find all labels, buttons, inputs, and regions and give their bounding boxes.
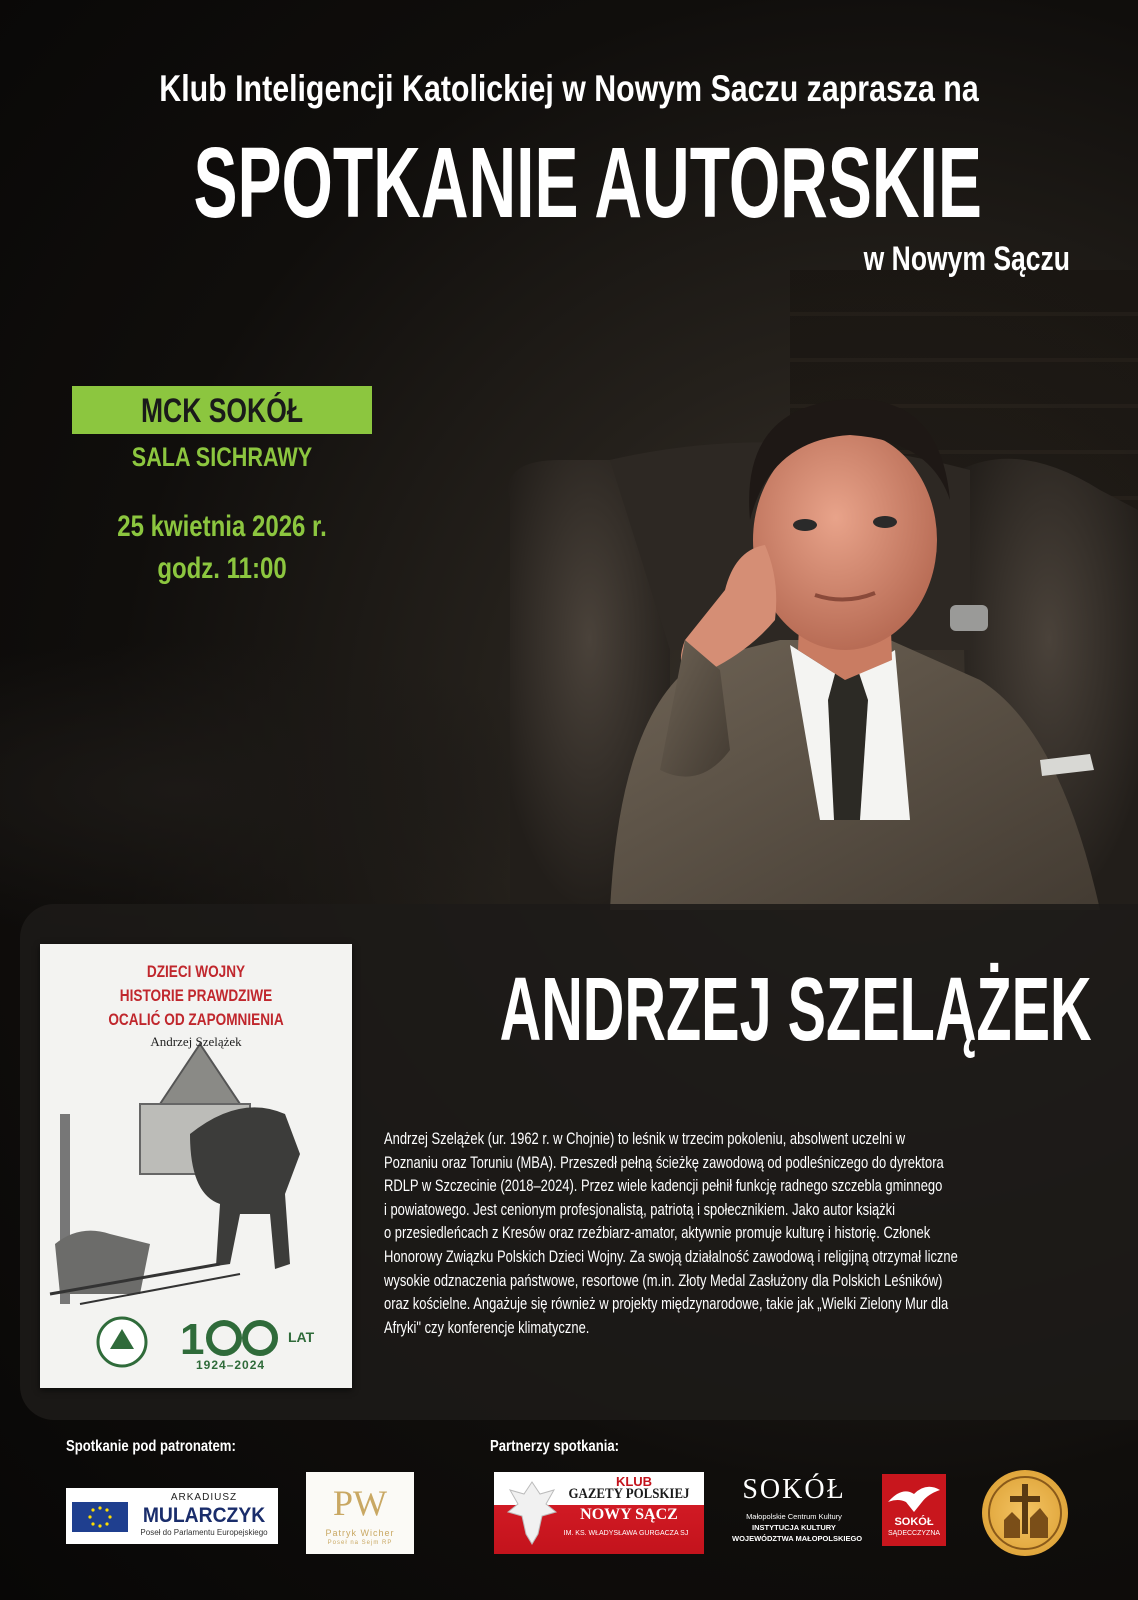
svg-text:1: 1 bbox=[180, 1315, 205, 1364]
mularczyk-logo bbox=[66, 1488, 278, 1544]
invite-line: Klub Inteligencji Katolickiej w Nowym Saczu zaprasza na bbox=[159, 68, 979, 109]
bio-line: wysokie odznaczenia państwowe, resortowe (m.in. Złoty Medal Zasłużony dla Polskich Leśników) bbox=[384, 1271, 943, 1290]
partners-label: Partnerzy spotkania: bbox=[490, 1438, 620, 1455]
poster-headline: SPOTKANIE AUTORSKIE bbox=[193, 127, 982, 239]
bio-line: o przesiedleńcach z Kresów oraz rzeźbiarz-amator, aktywnie promuje kulturę i historię. Członek bbox=[384, 1224, 931, 1243]
sokol-line-1: Małopolskie Centrum Kultury bbox=[746, 1512, 842, 1521]
eu-flag-icon bbox=[72, 1502, 128, 1532]
sadecczyzna-name: SOKÓŁ bbox=[894, 1516, 934, 1528]
wicher-monogram: PW bbox=[333, 1483, 387, 1523]
bio-line: Afryki" czy konferencje klimatyczne. bbox=[384, 1318, 590, 1337]
book-title-line-2: HISTORIE PRAWDZIWE bbox=[119, 986, 273, 1005]
mularczyk-role: Poseł do Parlamentu Europejskiego bbox=[140, 1528, 268, 1537]
author-portrait bbox=[500, 350, 1138, 910]
event-date: 25 kwietnia 2026 r. bbox=[117, 510, 327, 543]
sokol-wordmark: SOKÓŁ bbox=[742, 1474, 846, 1505]
wicher-logo bbox=[306, 1472, 414, 1554]
gazeta-polska-logo bbox=[494, 1472, 704, 1554]
venue-name: MCK SOKÓŁ bbox=[140, 392, 304, 430]
sokol-line-2: INSTYTUCJA KULTURY bbox=[752, 1523, 836, 1532]
sokol-sadecczyzna-logo bbox=[882, 1474, 946, 1546]
event-time: godz. 11:00 bbox=[157, 552, 287, 585]
author-name: ANDRZEJ SZELĄŻEK bbox=[499, 960, 1092, 1060]
gazeta-city: NOWY SĄCZ bbox=[580, 1506, 678, 1523]
city-line: w Nowym Sączu bbox=[863, 240, 1070, 278]
sokol-line-3: WOJEWÓDZTWA MAŁOPOLSKIEGO bbox=[732, 1534, 863, 1543]
room-name: SALA SICHRAWY bbox=[131, 442, 313, 472]
mck-sokol-logo bbox=[732, 1474, 863, 1552]
book-title-line-3: OCALIĆ OD ZAPOMNIENIA bbox=[108, 1010, 284, 1029]
bio-line: Honorowy Związku Polskich Dzieci Wojny. Za swoją działalność zawodową i religijną otrzymał liczne bbox=[384, 1247, 958, 1266]
book-anniversary-years: 1924–2024 bbox=[196, 1358, 266, 1372]
author-bio bbox=[384, 1128, 1071, 1340]
bio-line: i powiatowego. Jest cenionym profesjonalistą, patriotą i społecznikiem. Jako autor książki bbox=[384, 1200, 896, 1219]
book-title-line-1: DZIECI WOJNY bbox=[146, 962, 246, 981]
bio-line: RDLP w Szczecinie (2018–2024). Przez wiele kadencji pełnił funkcję radnego szczebla gminnego bbox=[384, 1177, 943, 1196]
bio-line: oraz kościelne. Angażuje się również w projekty międzynarodowe, takie jak „Wielki Zielony Mur dla bbox=[384, 1295, 949, 1314]
church-cross-icon bbox=[982, 1470, 1068, 1556]
gazeta-name: GAZETY POLSKIEJ bbox=[568, 1486, 690, 1502]
gazeta-patron: IM. KS. WŁADYSŁAWA GURGACZA SJ bbox=[563, 1530, 689, 1537]
wicher-role: Poseł na Sejm RP bbox=[327, 1540, 393, 1546]
wicher-name: Patryk Wicher bbox=[325, 1528, 395, 1538]
patronage-label: Spotkanie pod patronatem: bbox=[66, 1438, 236, 1455]
kik-emblem-logo bbox=[982, 1470, 1068, 1556]
sadecczyzna-sub: SĄDECCZYZNA bbox=[887, 1530, 941, 1537]
mularczyk-last-name: MULARCZYK bbox=[142, 1504, 266, 1527]
mularczyk-first-name: ARKADIUSZ bbox=[170, 1492, 238, 1503]
gazeta-klub: KLUB bbox=[615, 1474, 653, 1489]
eagle-icon bbox=[502, 1472, 562, 1554]
bio-line: Poznaniu oraz Toruniu (MBA). Przeszedł pełną ścieżkę zawodową od podleśniczego do dyrektora bbox=[384, 1153, 944, 1172]
book-author: Andrzej Szelążek bbox=[150, 1034, 242, 1049]
bio-line: Andrzej Szelążek (ur. 1962 r. w Chojnie) to leśnik w trzecim pokoleniu, absolwent uczelni w bbox=[384, 1130, 906, 1148]
book-anniversary-lat: LAT bbox=[288, 1329, 315, 1345]
falcon-icon bbox=[882, 1476, 946, 1516]
